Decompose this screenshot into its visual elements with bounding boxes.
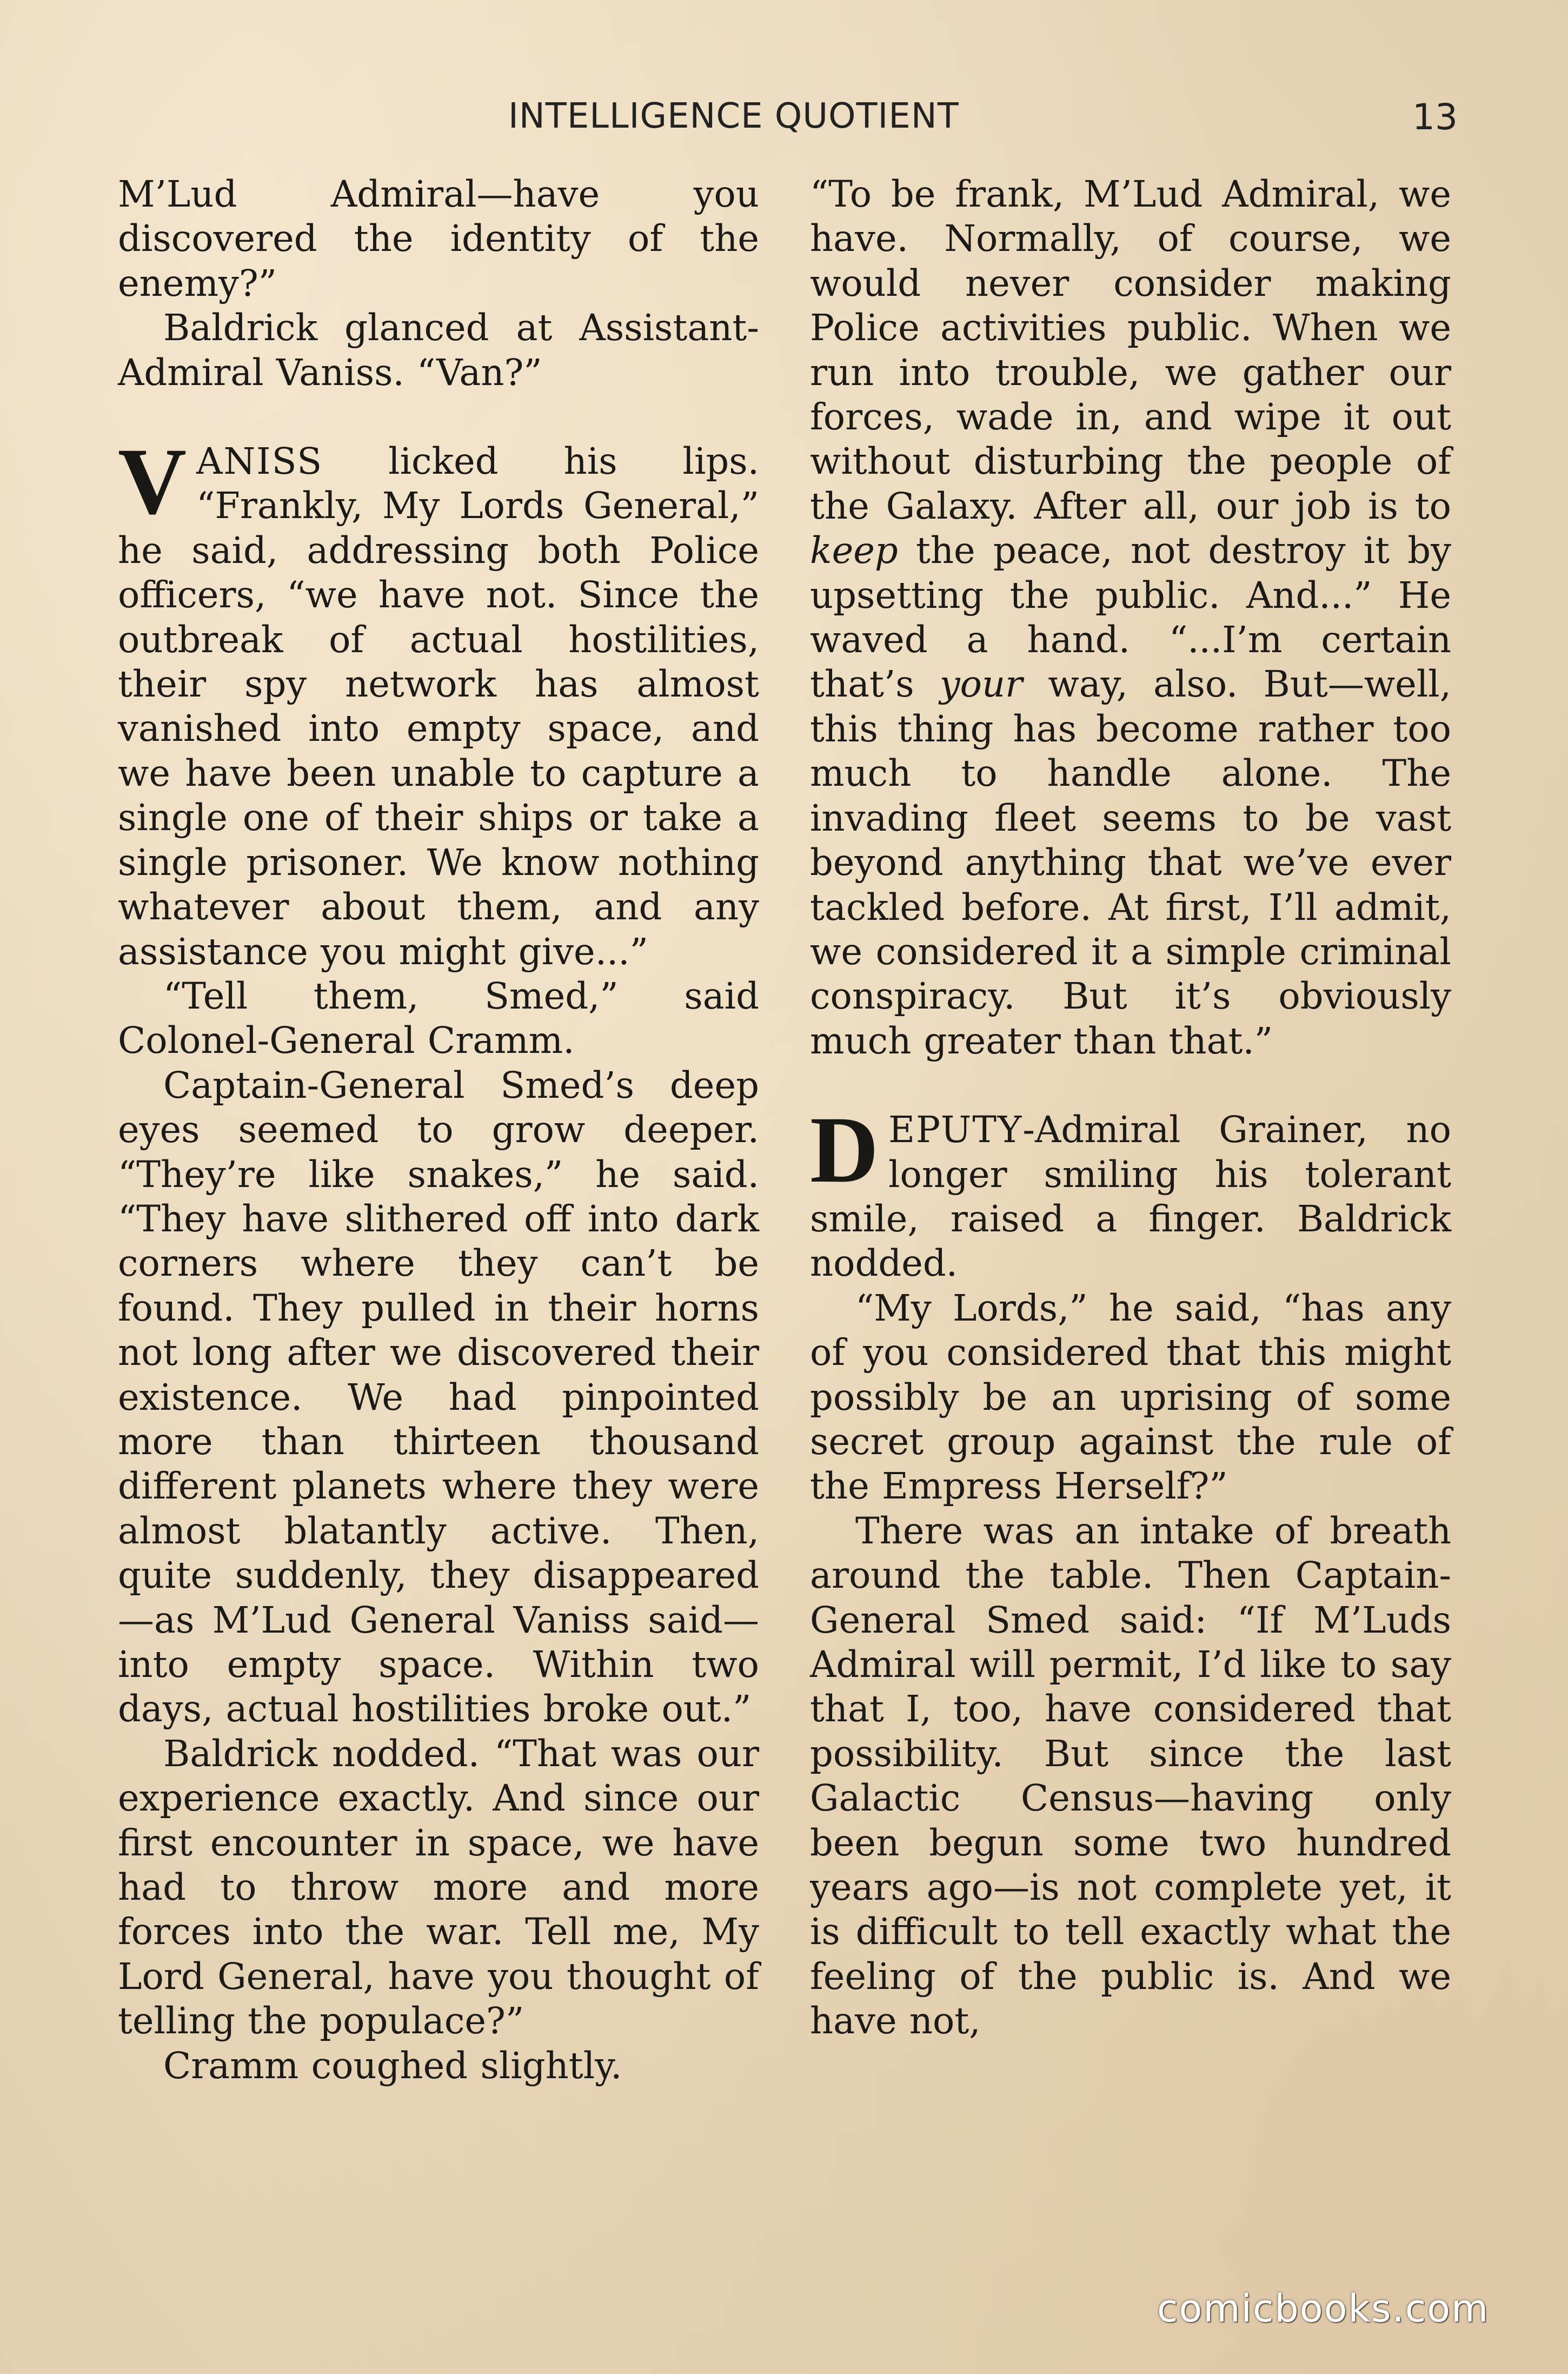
paragraph-with-drop-cap xyxy=(810,1097,1451,1286)
paragraph: “My Lords,” he said, “has any of you considered that this might possibly be an uprising of some secret group against the rule of the Empress Herself?” xyxy=(810,1287,1451,1508)
italic-word: keep xyxy=(810,529,898,572)
paragraph-text: licked his lips. “Frankly, My Lords General,” he said, addressing both Police officers, “we have not. Since the outbreak of actual hostilities, their spy network has almost vanished into empty space, and we have been unable to capture a single one of their ships or take a single prisoner. We know nothing whatever about them, and any assistance you might give...” xyxy=(118,440,759,973)
paragraph-with-drop-cap xyxy=(118,429,759,974)
paragraph: “Tell them, Smed,” said Colonel-General Cramm. xyxy=(118,974,759,1062)
paragraph-text: “To be frank, M’Lud Admiral, we have. Normally, of course, we would never consider making Police activities public. When we run into trouble, we gather our forces, wade in, and wipe it out without disturbing the people of the Galaxy. After all, our job is to xyxy=(810,173,1451,527)
small-caps-word: ANISS xyxy=(196,440,323,483)
paragraph: There was an intake of breath around the table. Then Captain-General Smed said: “If M’Luds Admiral will permit, I’d like to say that I, too, have considered that possibility. But since the last Galactic Census—having only been begun some two hundred years ago—is not complete yet, it is difficult to tell exactly what the feeling of the public is. And we have not, xyxy=(810,1509,1451,2043)
section-break xyxy=(810,1063,1451,1108)
section-break xyxy=(118,395,759,439)
small-caps-word: EPUTY xyxy=(888,1109,1023,1151)
paragraph-text: -Admiral Grainer, no longer smiling his tolerant smile, raised a finger. Baldrick nodded. xyxy=(810,1109,1451,1285)
paragraph: Captain-General Smed’s deep eyes seemed to grow deeper. “They’re like snakes,” he said. “They have slithered off into dark corners where they can’t be found. They pulled in their horns not long after we discovered their existence. We had pinpointed more than thirteen thousand different planets where they were almost blatantly active. Then, quite suddenly, they disappeared—as M’Lud General Vaniss said—into empty space. Within two days, actual hostilities broke out.” xyxy=(118,1064,759,1730)
paragraph: Baldrick glanced at Assistant-Admiral Vaniss. “Van?” xyxy=(118,307,759,394)
paragraph-text: the peace, not destroy it by upsetting the public. And...” He waved a hand. “...I’m certain that’s xyxy=(810,529,1451,706)
paragraph: Cramm coughed slightly. xyxy=(163,2044,622,2087)
paragraph: M’Lud Admiral—have you discovered the identity of the enemy?” xyxy=(118,173,759,304)
paragraph: Baldrick nodded. “That was our experience exactly. And since our first encounter in space, we have had to throw more and more forces into the war. Tell me, My Lord General, have you thought of telling the populace?” xyxy=(118,1732,759,2043)
right-column xyxy=(810,172,1451,2044)
page-number: 13 xyxy=(1412,96,1458,138)
drop-cap-letter: D xyxy=(810,1097,879,1203)
running-head-title: INTELLIGENCE QUOTIENT xyxy=(508,96,959,136)
watermark-logo: comicbooks.com xyxy=(1157,2286,1490,2331)
left-column xyxy=(118,172,759,2088)
paragraph xyxy=(810,172,1451,1063)
drop-cap-letter: V xyxy=(118,429,187,535)
paragraph-text: way, also. But—well, this thing has become rather too much to handle alone. The invading fleet seems to be vast beyond anything that we’ve ever tackled before. At first, I’ll admit, we considered it a simple criminal conspiracy. But it’s obviously much greater than that.” xyxy=(810,663,1451,1062)
italic-word: your xyxy=(939,663,1023,706)
